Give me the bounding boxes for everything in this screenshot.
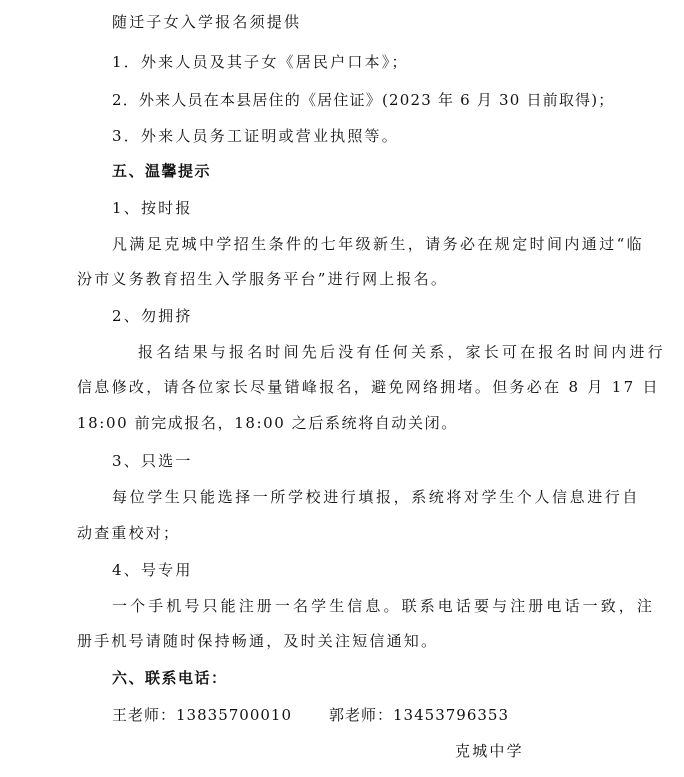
- tip-text: 每位学生只能选择一所学校进行填报，系统将对学生个人信息进行自: [112, 488, 641, 506]
- contact-label: 王老师：: [112, 706, 177, 724]
- tip-text: 18:00 前完成报名，18:00 之后系统将自动关闭。: [77, 414, 458, 432]
- required-doc-3: 3．外来人员务工证明或营业执照等。: [112, 127, 399, 145]
- contact-guo: [329, 704, 509, 726]
- tip-text: 一个手机号只能注册一名学生信息。联系电话要与注册电话一致，注: [112, 597, 656, 615]
- tip-text: 信息修改，请各位家长尽量错峰报名，避免网络拥堵。但务必在 8 月 17 日: [77, 378, 660, 396]
- tip-text: 册手机号请随时保持畅通，及时关注短信通知。: [77, 632, 439, 650]
- tip-title-dedicated-number: 4、号专用: [112, 561, 193, 579]
- required-doc-2: 2．外来人员在本县居住的《居住证》(2023 年 6 月 30 日前取得)；: [112, 91, 615, 109]
- tip-title-no-crowding: 2、勿拥挤: [112, 307, 193, 325]
- contact-phone: 13453796353: [393, 706, 509, 724]
- tip-title-on-time: 1、按时报: [112, 199, 193, 217]
- contact-label: 郭老师：: [329, 706, 394, 724]
- tip-text: 凡满足克城中学招生条件的七年级新生，请务必在规定时间内通过“临: [112, 235, 645, 253]
- tip-text: 动查重校对；: [77, 524, 181, 542]
- required-doc-1: 1．外来人员及其子女《居民户口本》；: [112, 53, 409, 71]
- section-title-tips: 五、温馨提示: [112, 162, 212, 180]
- intro-heading: 随迁子女入学报名须提供: [112, 13, 302, 31]
- contact-phone: 13835700010: [176, 706, 292, 724]
- contact-wang: [112, 704, 292, 726]
- tip-text: 报名结果与报名时间先后没有任何关系，家长可在报名时间内进行: [138, 343, 666, 361]
- tip-text: 汾市义务教育招生入学服务平台”进行网上报名。: [77, 270, 449, 288]
- tip-title-choose-one: 3、只选一: [112, 452, 193, 470]
- section-title-contact: 六、联系电话：: [112, 669, 228, 687]
- signature-school: 克城中学: [455, 742, 524, 760]
